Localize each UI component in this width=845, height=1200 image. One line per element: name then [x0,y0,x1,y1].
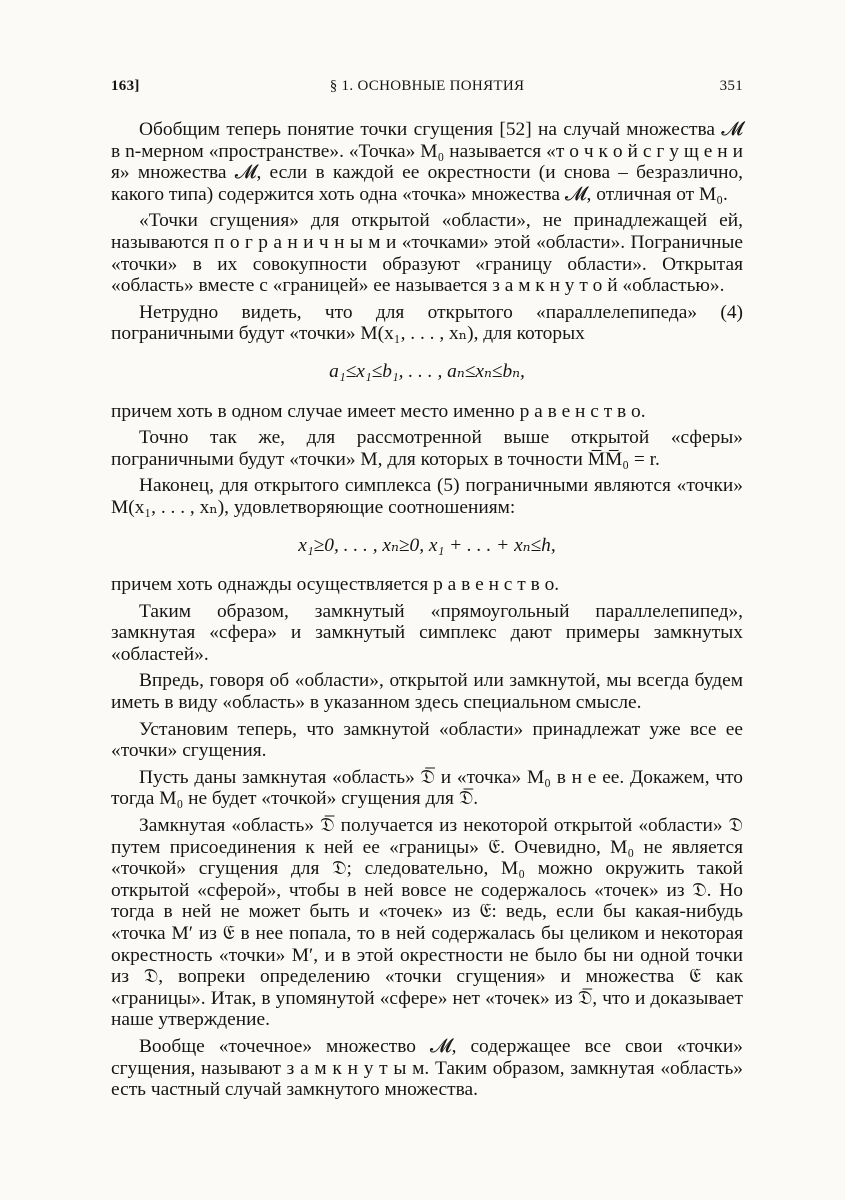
page-number: 351 [719,78,743,94]
running-header [111,78,743,100]
paragraph-region-meaning: Впредь, говоря об «области», открытой или замкнутой, мы всегда будем иметь в виду «область» в указанном здесь специальном смысле. [111,670,743,714]
paragraph-simplex: Наконец, для открытого симплекса (5) пограничными являются «точки» M(x₁, . . . , xₙ), удовлетворяющие соотношениям: [111,475,743,518]
paragraph-simplex-equality: причем хоть однажды осуществляется р а в е н с т в о. [111,574,560,596]
paragraph-parallelepiped: Нетрудно видеть, что для открытого «параллелепипеда» (4) пограничными будут «точки» M(x₁, . . . , xₙ), для которых [111,301,743,345]
paragraph-sphere: Точно так же, для рассмотренной выше открытой «сферы» пограничными будут «точки» M, для которых в точности M̅M̅₀ = r. [111,427,743,470]
paragraph-closed-set-definition: Вообще «точечное» множество 𝓜, содержащее все свои «точки» сгущения, называют з а м к н у т ы м. Таким образом, замкнутая «область» есть частный случай замкнутого множества. [111,1035,743,1101]
formula-simplex-conditions: x₁≥0, . . . , xₙ≥0, x₁ + . . . + xₙ≤h, [298,534,556,556]
paragraph-claim: Установим теперь, что замкнутой «области» принадлежат уже все ее «точки» сгущения. [111,718,743,762]
paragraph-closed-examples: Таким образом, замкнутый «прямоугольный параллелепипед», замкнутая «сфера» и замкнутый симплекс дают примеры замкнутых «областей». [111,600,743,665]
body-text [111,119,743,1106]
paragraph-accumulation-point: Обобщим теперь понятие точки сгущения [52] на случай множества 𝓜 в n-мерном «пространстве». «Точка» M₀ называется «т о ч к о й с г у щ е н и я» множества 𝓜, если в каждой ее окрестности (и снова – безразлично, какого типа) содержится хоть одна «точка» множества 𝓜, отличная от M₀. [111,119,743,205]
paragraph-equality-case: причем хоть в одном случае имеет место именно р а в е н с т в о. [111,400,646,422]
paragraph-proof-setup: Пусть даны замкнутая «область» 𝔇̅ и «точка» M₀ в н е ее. Докажем, что тогда M₀ не будет «точкой» сгущения для 𝔇̅. [111,766,743,810]
chapter-title: § 1. ОСНОВНЫЕ ПОНЯТИЯ [329,78,525,94]
paragraph-proof: Замкнутая «область» 𝔇̅ получается из некоторой открытой «области» 𝔇 путем присоединения к ней ее «границы» 𝔈. Очевидно, M₀ не является «точкой» сгущения для 𝔇; следовательно, M₀ можно окружить такой открытой «сферой», чтобы в ней вовсе не содержалось «точек» из 𝔇. Но тогда в ней не может быть и «точек» из 𝔈: ведь, если бы какая-нибудь «точка M′ из 𝔈 в нее попала, то в ней содержалась бы целиком и некоторая окрестность «точки» M′, и в этой окрестности не было бы ни одной точки из 𝔇, вопреки определению «точки сгущения» и множества 𝔈 как «границы». Итак, в упомянутой «сфере» нет «точек» из 𝔇̅, что и доказывает наше утверждение. [111,815,743,1031]
formula-parallelepiped-bounds: a₁≤x₁≤b₁, . . . , aₙ≤xₙ≤bₙ, [329,360,525,382]
section-number: 163] [111,78,140,94]
paragraph-boundary-points: «Точки сгущения» для открытой «области», не принадлежащей ей, называются п о г р а н и ч н ы м и «точками» этой «области». Пограничные «точки» в их совокупности образуют «границу области». Открытая «область» вместе с «границей» ее называется з а м к н у т о й «областью». [111,210,743,297]
